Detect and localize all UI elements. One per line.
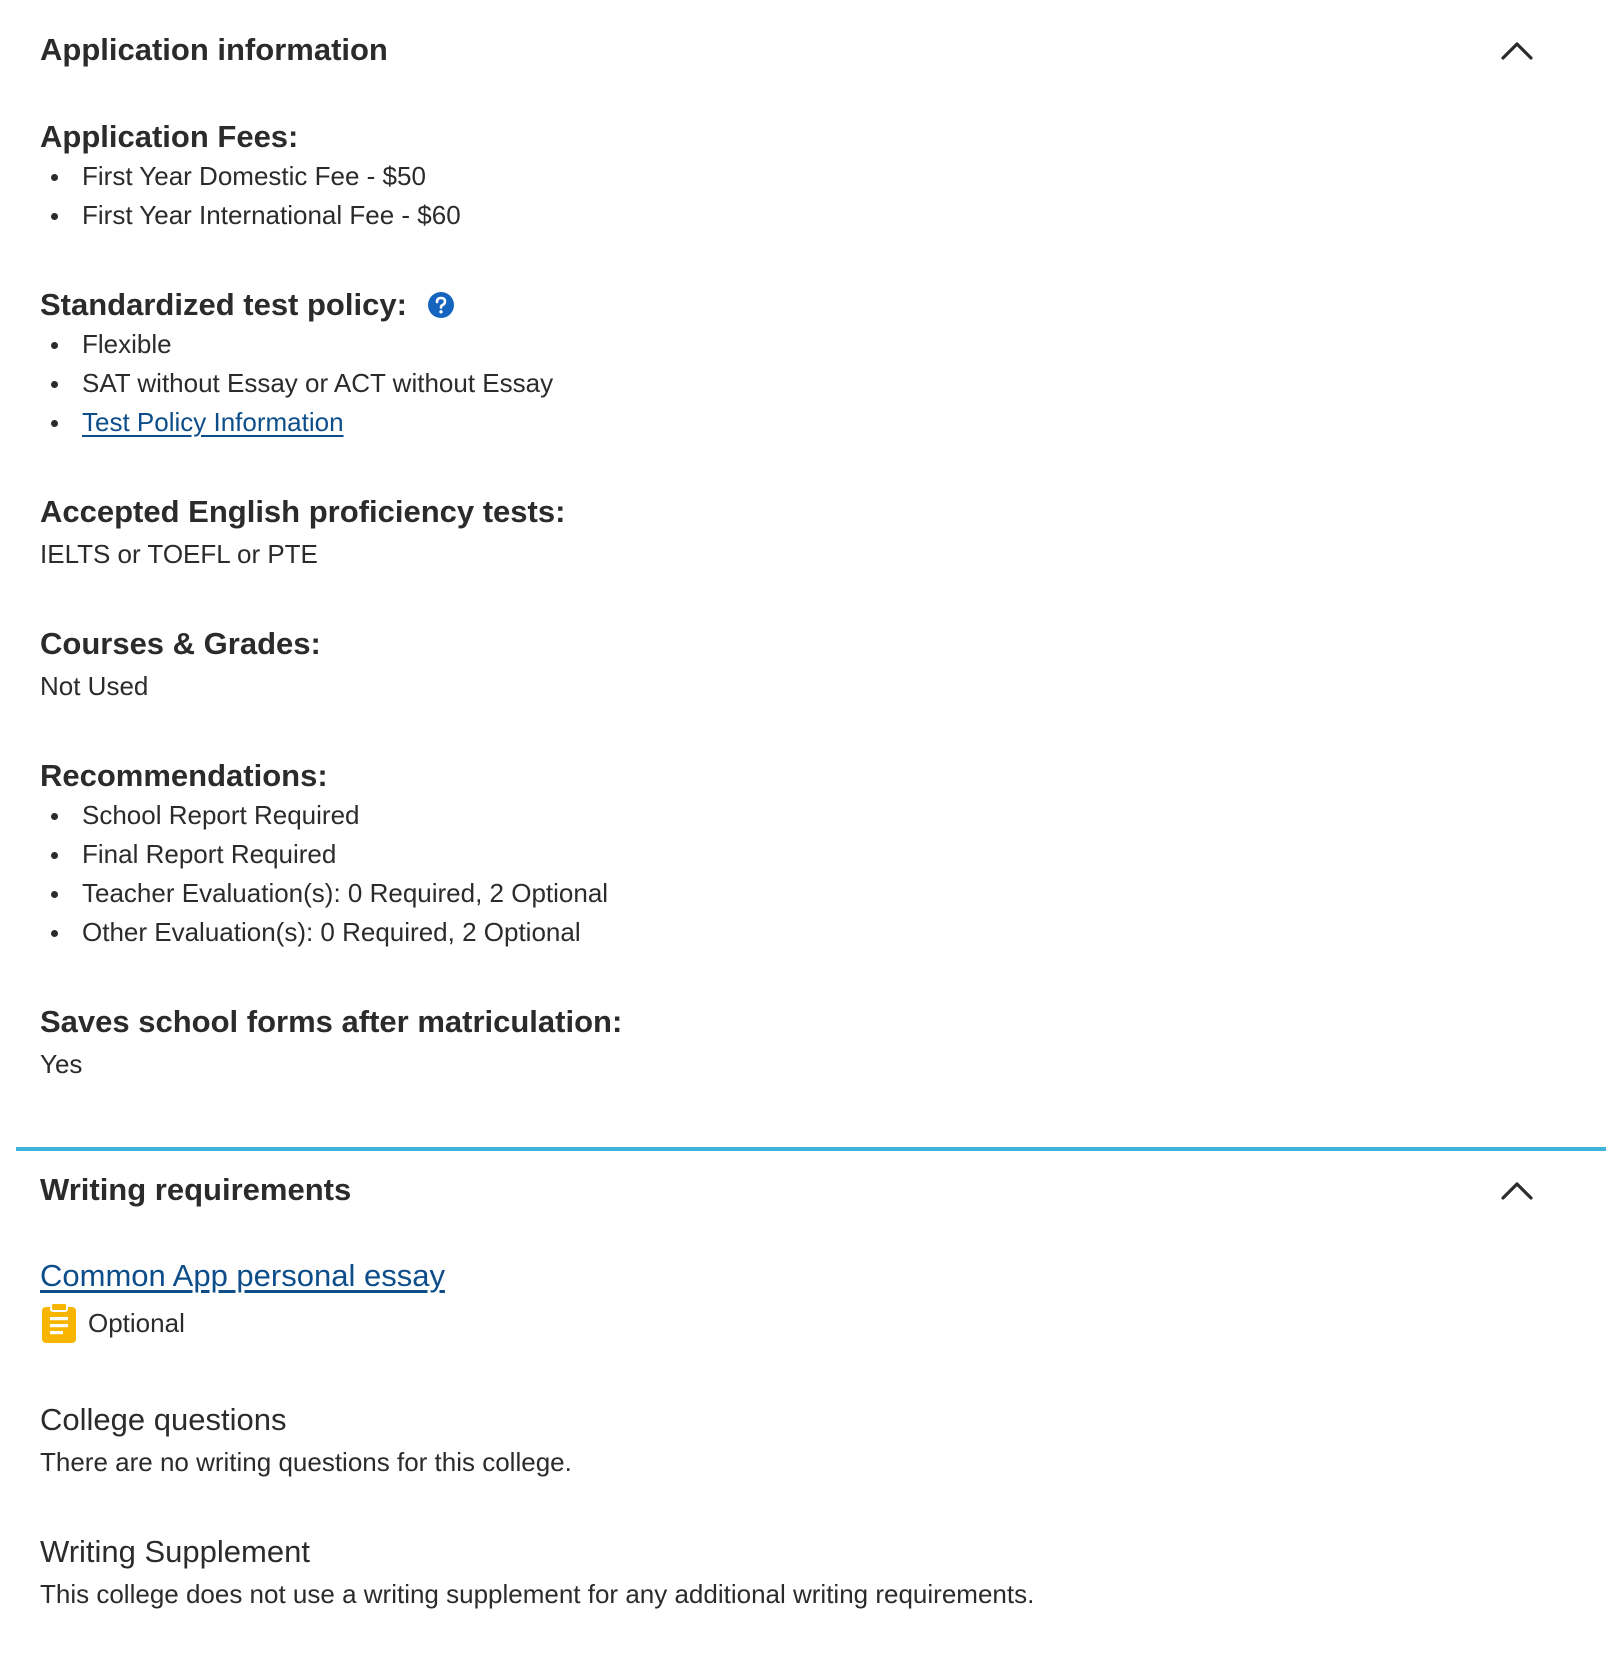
recommendations-section xyxy=(40,756,1582,952)
clipboard-icon xyxy=(40,1302,78,1344)
writing-supplement-heading: Writing Supplement xyxy=(40,1534,310,1569)
recommendations-list xyxy=(40,796,1582,952)
school-forms-value: Yes xyxy=(40,1049,83,1079)
application-info-title: Application information xyxy=(40,32,388,67)
test-policy-list xyxy=(40,325,1582,442)
personal-essay-section xyxy=(40,1256,1582,1344)
personal-essay-heading xyxy=(40,1256,1582,1296)
application-info-accordion-header[interactable] xyxy=(40,28,1534,72)
school-forms-heading: Saves school forms after matriculation: xyxy=(40,1004,623,1039)
list-item: School Report Required xyxy=(40,796,1582,835)
help-icon[interactable] xyxy=(427,291,455,319)
application-fees-heading: Application Fees: xyxy=(40,119,299,154)
list-item xyxy=(40,403,1582,442)
english-tests-section xyxy=(40,492,1582,573)
courses-grades-value: Not Used xyxy=(40,671,149,701)
test-policy-heading: Standardized test policy: xyxy=(40,287,407,322)
college-questions-section xyxy=(40,1400,1582,1481)
test-policy-section xyxy=(40,285,1582,442)
application-fees-list xyxy=(40,157,1582,235)
list-item: Other Evaluation(s): 0 Required, 2 Optional xyxy=(40,913,1582,952)
courses-grades-section xyxy=(40,624,1582,705)
writing-supplement-value: This college does not use a writing supplement for any additional writing requirements. xyxy=(40,1579,1035,1609)
common-app-personal-essay-link[interactable]: Common App personal essay xyxy=(40,1258,445,1293)
writing-requirements-title: Writing requirements xyxy=(40,1172,352,1207)
list-item: First Year Domestic Fee - $50 xyxy=(40,157,1582,196)
list-item: Flexible xyxy=(40,325,1582,364)
college-questions-value: There are no writing questions for this college. xyxy=(40,1447,572,1477)
test-policy-heading-row xyxy=(40,285,1582,325)
writing-requirements-accordion-header[interactable] xyxy=(40,1168,1534,1212)
test-policy-information-link[interactable]: Test Policy Information xyxy=(82,407,344,437)
section-divider xyxy=(16,1147,1606,1151)
list-item: SAT without Essay or ACT without Essay xyxy=(40,364,1582,403)
college-questions-heading: College questions xyxy=(40,1402,287,1437)
english-tests-value: IELTS or TOEFL or PTE xyxy=(40,539,318,569)
list-item: First Year International Fee - $60 xyxy=(40,196,1582,235)
chevron-up-icon[interactable] xyxy=(1500,39,1534,61)
application-fees-section xyxy=(40,117,1582,235)
list-item: Teacher Evaluation(s): 0 Required, 2 Optional xyxy=(40,874,1582,913)
chevron-up-icon[interactable] xyxy=(1500,1179,1534,1201)
list-item: Final Report Required xyxy=(40,835,1582,874)
recommendations-heading: Recommendations: xyxy=(40,758,328,793)
english-tests-heading: Accepted English proficiency tests: xyxy=(40,494,566,529)
essay-status-text: Optional xyxy=(88,1308,185,1338)
courses-grades-heading: Courses & Grades: xyxy=(40,626,321,661)
school-forms-section xyxy=(40,1002,1582,1083)
essay-status-row xyxy=(40,1302,1582,1344)
writing-supplement-section xyxy=(40,1532,1582,1613)
